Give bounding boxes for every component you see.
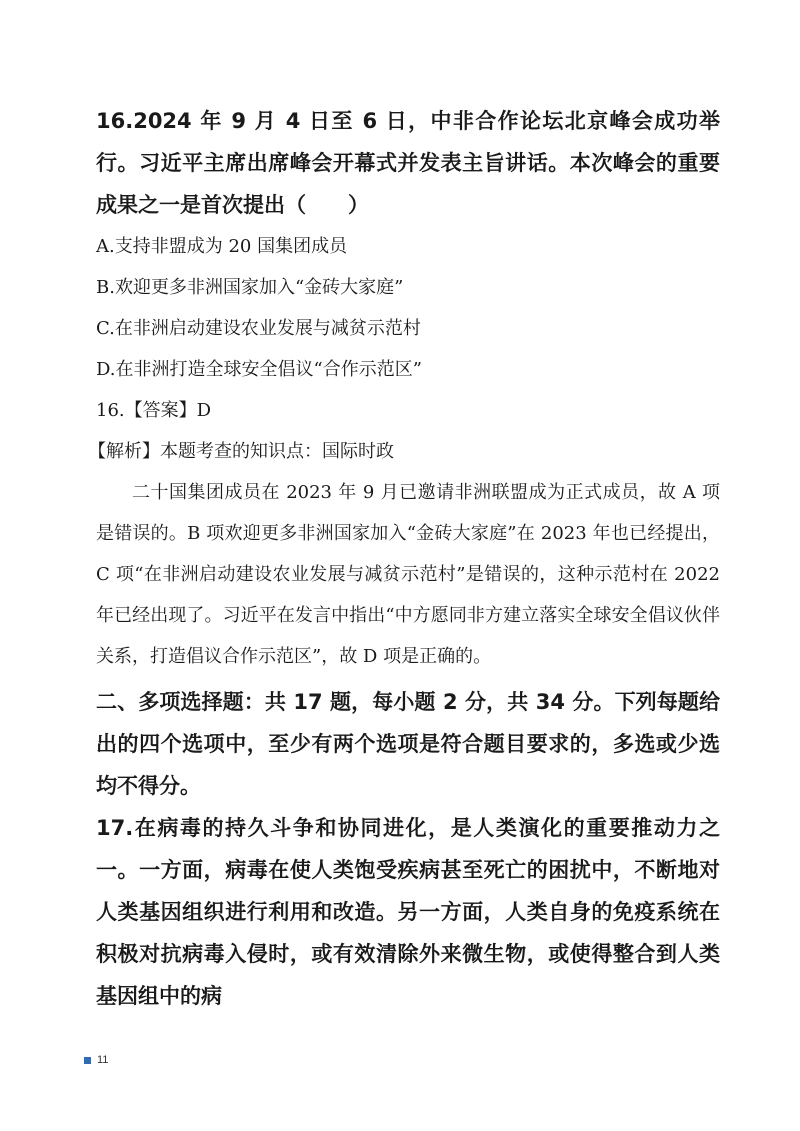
question-16-answer: 16.【答案】D <box>96 400 212 421</box>
footer-square-icon <box>84 1057 91 1064</box>
question-17-stem: 17.在病毒的持久斗争和协同进化，是人类演化的重要推动力之一。一方面，病毒在使人类饱受疾病甚至死亡的困扰中，不断地对人类基因组织进行利用和改造。另一方面，人类自身的免疫系统在积极对抗病毒入侵时，或有效清除外来微生物，或使得整合到人类基因组中的病 <box>96 816 720 1008</box>
question-16-analysis-body: 二十国集团成员在 2023 年 9 月已邀请非洲联盟成为正式成员，故 A 项是错误的。B 项欢迎更多非洲国家加入“金砖大家庭”在 2023 年也已经提出，C 项“在非洲启动建设农业发展与减贫示范村”是错误的，这种示范村在 2022 年已经出现了。习近平在发言中指出“中方愿同非方建立落实全球安全倡议伙伴关系，打造倡议合作示范区”，故 D 项是正确的。 <box>96 482 720 667</box>
question-16-option-a: A.支持非盟成为 20 国集团成员 <box>96 236 348 257</box>
question-16-option-c: C.在非洲启动建设农业发展与减贫示范村 <box>96 318 421 339</box>
question-16-stem: 16.2024 年 9 月 4 日至 6 日，中非合作论坛北京峰会成功举行。习近平主席出席峰会开幕式并发表主旨讲话。本次峰会的重要成果之一是首次提出（ ） <box>96 109 720 217</box>
question-16-option-d: D.在非洲打造全球安全倡议“合作示范区” <box>96 359 422 380</box>
page-footer <box>84 1054 108 1066</box>
section-2-heading: 二、多项选择题：共 17 题，每小题 2 分，共 34 分。下列每题给出的四个选项中，至少有两个选项是符合题目要求的，多选或少选均不得分。 <box>96 690 720 798</box>
question-16-option-b: B.欢迎更多非洲国家加入“金砖大家庭” <box>96 277 404 298</box>
page-number: 11 <box>97 1054 109 1066</box>
page-content <box>88 100 720 1017</box>
question-16-analysis-heading: 【解析】本题考查的知识点：国际时政 <box>88 441 394 462</box>
